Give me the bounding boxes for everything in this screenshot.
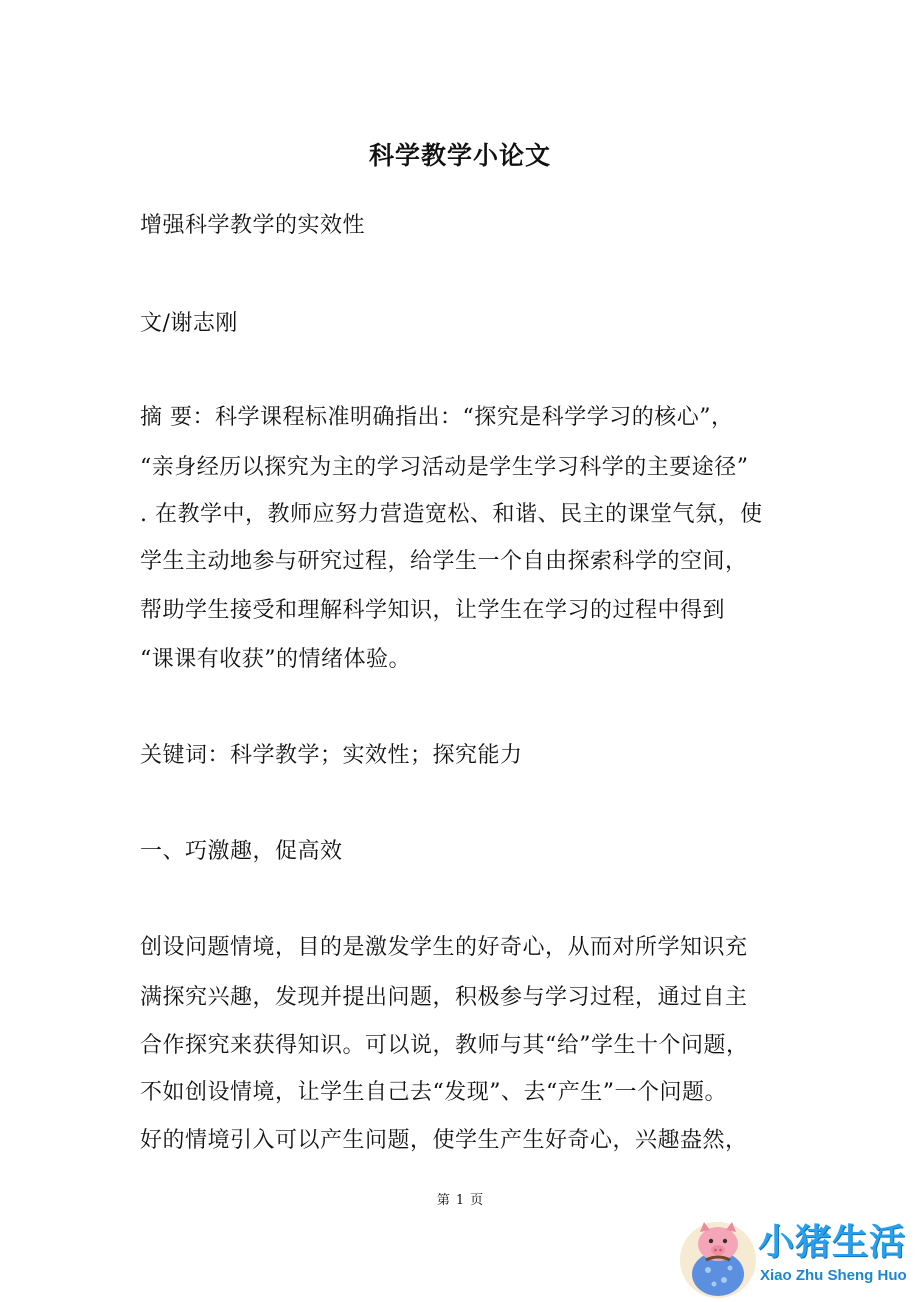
section-heading: 一、巧激趣，促高效 xyxy=(140,839,343,864)
watermark-logo xyxy=(678,1214,918,1300)
abstract-line: . 在教学中，教师应努力营造宽松、和谐、民主的课堂气氛，使 xyxy=(140,502,763,527)
abstract-line: 学生主动地参与研究过程，给学生一个自由探索科学的空间， xyxy=(140,549,748,574)
pig-mascot-icon xyxy=(678,1214,760,1300)
page-suffix: 页 xyxy=(470,1193,484,1208)
body-line: 好的情境引入可以产生问题，使学生产生好奇心，兴趣盎然， xyxy=(140,1128,748,1153)
body-line: 满探究兴趣，发现并提出问题，积极参与学习过程，通过自主 xyxy=(140,985,748,1010)
watermark-subtitle: Xiao Zhu Sheng Huo xyxy=(760,1267,907,1284)
abstract-line: “课课有收获”的情绪体验。 xyxy=(140,647,411,672)
abstract-line: “亲身经历以探究为主的学习活动是学生学习科学的主要途径” xyxy=(140,455,749,480)
watermark-title: 小猪生活 xyxy=(758,1222,907,1263)
abstract-line: 摘 要：科学课程标准明确指出：“探究是科学学习的核心”， xyxy=(140,405,734,430)
keywords-line: 关键词：科学教学；实效性；探究能力 xyxy=(140,743,523,768)
body-line: 不如创设情境，让学生自己去“发现”、去“产生”一个问题。 xyxy=(140,1080,727,1105)
page-prefix: 第 xyxy=(436,1193,450,1208)
author-line: 文/谢志刚 xyxy=(140,311,238,336)
page-value: 1 xyxy=(455,1193,465,1208)
subtitle-line: 增强科学教学的实效性 xyxy=(140,213,366,238)
page-number xyxy=(0,1192,920,1210)
body-line: 创设问题情境，目的是激发学生的好奇心，从而对所学知识充 xyxy=(140,935,748,960)
abstract-line: 帮助学生接受和理解科学知识，让学生在学习的过程中得到 xyxy=(140,598,726,623)
body-line: 合作探究来获得知识。可以说，教师与其“给”学生十个问题， xyxy=(140,1033,749,1058)
document-title: 科学教学小论文 xyxy=(368,141,551,170)
